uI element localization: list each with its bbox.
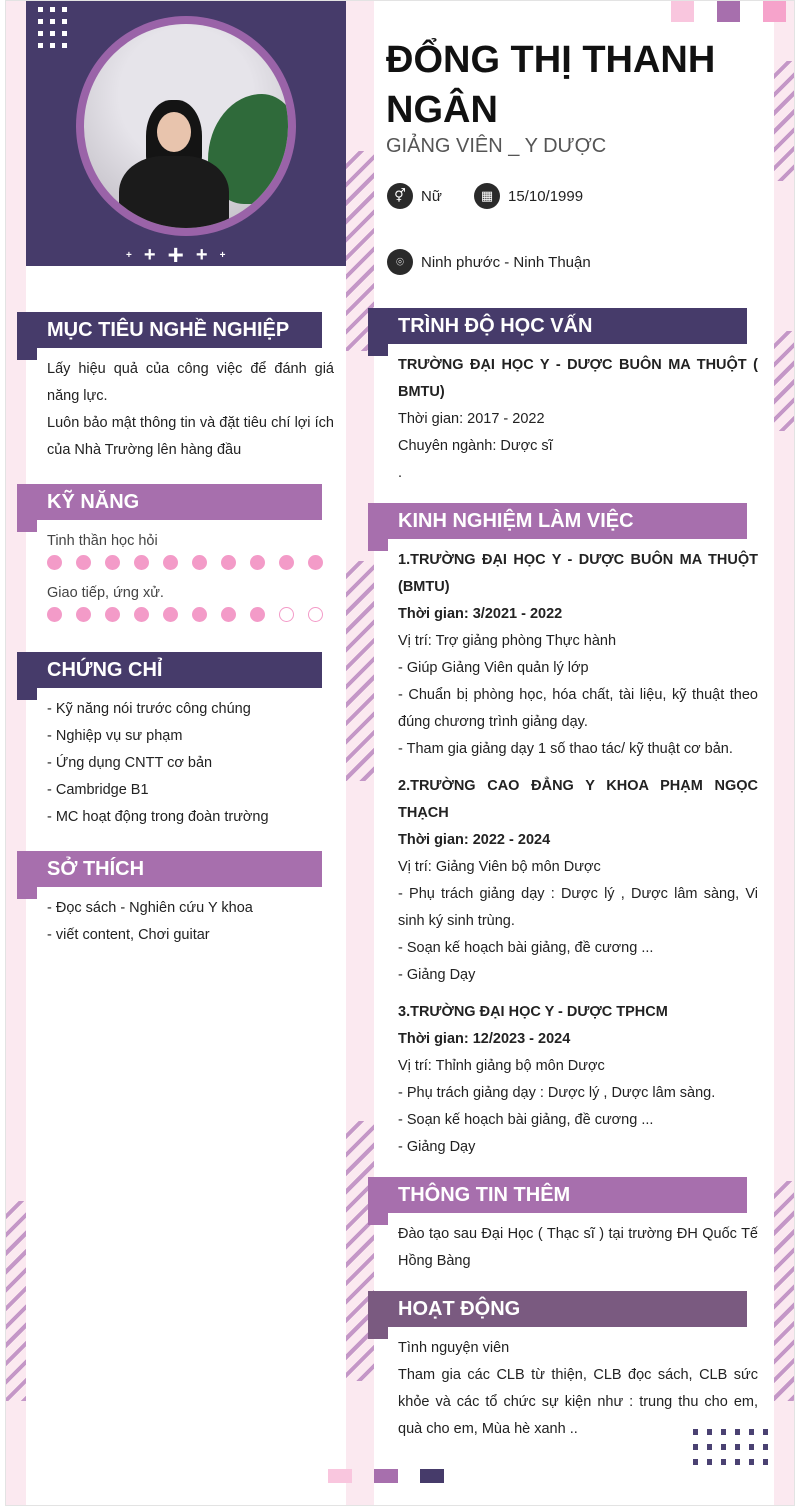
gender-icon: ⚥ — [387, 183, 413, 209]
school-name: TRƯỜNG ĐẠI HỌC Y - DƯỢC BUÔN MA THUỘT ( BMTU) — [398, 357, 758, 400]
avatar-frame — [76, 16, 296, 236]
gender-value: Nữ — [421, 187, 442, 205]
stripe-pattern — [774, 1181, 795, 1401]
skill-name: Tinh thần học hỏi — [47, 533, 158, 549]
photo-panel — [26, 1, 346, 270]
job-title: GIẢNG VIÊN _ Y DƯỢC — [386, 135, 607, 157]
decor-square — [717, 1, 740, 22]
gender-info — [387, 183, 442, 209]
resume-page — [5, 0, 795, 1506]
address-value: Ninh phước - Ninh Thuận — [421, 253, 591, 271]
skill-rating-2 — [47, 607, 323, 622]
list-item: - Đọc sách - Nghiên cứu Y khoa — [47, 900, 253, 916]
experience-heading: KINH NGHIỆM LÀM VIỆC — [368, 503, 747, 539]
stripe-pattern — [6, 1201, 26, 1401]
certificates-list — [47, 696, 334, 831]
additional-info-text: Đào tạo sau Đại Học ( Thạc sĩ ) tại trường ĐH Quốc Tế Hồng Bàng — [398, 1226, 758, 1269]
birthdate-info — [474, 183, 583, 209]
experience-job-2: 2.TRƯỜNG CAO ĐẲNG Y KHOA PHẠM NGỌC THẠCH Thời gian: 2022 - 2024 Vị trí: Giảng Viên bộ môn Dược - Phụ trách giảng dạy : Dược lý , Dược lâm sàng, Vi sinh ký sinh trùng. - Soạn kế hoạch bài giảng, đề cương ... - Giảng Dạy — [398, 778, 758, 983]
additional-info-heading: THÔNG TIN THÊM — [368, 1177, 747, 1213]
candidate-name: ĐỔNG THỊ THANH NGÂN — [386, 39, 716, 131]
career-goal-text: Lấy hiệu quả của công việc để đánh giá năng lực. Luôn bảo mật thông tin và đặt tiêu chí lợi ích của Nhà Trường lên hàng đầu — [47, 361, 334, 458]
certificates-heading: CHỨNG CHỈ — [17, 652, 322, 688]
avatar-photo — [84, 24, 288, 228]
stripe-pattern — [774, 331, 795, 431]
list-item: - Cambridge B1 — [47, 782, 149, 798]
stripe-pattern — [346, 1121, 374, 1381]
skill-name: Giao tiếp, ứng xử. — [47, 585, 164, 601]
address-info — [387, 249, 591, 275]
decor-square — [374, 1469, 398, 1483]
birthdate-value: 15/10/1999 — [508, 187, 584, 205]
skill-rating-1 — [47, 555, 323, 570]
skills-heading: KỸ NĂNG — [17, 484, 322, 520]
decor-square — [420, 1469, 444, 1483]
education-heading: TRÌNH ĐỘ HỌC VẤN — [368, 308, 747, 344]
decor-square — [671, 1, 694, 22]
activities-heading: HOẠT ĐỘNG — [368, 1291, 747, 1327]
hobbies-list — [47, 895, 334, 949]
list-item: - Ứng dụng CNTT cơ bản — [47, 755, 213, 771]
decor-square — [763, 1, 786, 22]
dots-decoration — [38, 7, 67, 48]
stripe-pattern — [346, 561, 374, 781]
location-pin-icon: ⌾ — [387, 249, 413, 275]
calendar-icon: ▦ — [474, 183, 500, 209]
experience-job-1: 1.TRƯỜNG ĐẠI HỌC Y - DƯỢC BUÔN MA THUỘT (BMTU) Thời gian: 3/2021 - 2022 Vị trí: Trợ giảng phòng Thực hành - Giúp Giảng Viên quản lý lớp - Chuẩn bị phòng học, hóa chất, tài liệu, kỹ thuật theo đúng chương trình giảng dạy. - Tham gia giảng dạy 1 số thao tác/ kỹ thuật cơ bản. — [398, 552, 758, 757]
dots-decoration — [693, 1429, 768, 1465]
sparkle-decoration: + + + + + — [126, 239, 226, 270]
experience-job-3: 3.TRƯỜNG ĐẠI HỌC Y - DƯỢC TPHCM Thời gian: 12/2023 - 2024 Vị trí: Thỉnh giảng bộ môn Dược - Phụ trách giảng dạy : Dược lý , Dược lâm sàng. - Soạn kế hoạch bài giảng, đề cương ... - Giảng Dạy — [398, 1004, 716, 1155]
hobbies-heading: SỞ THÍCH — [17, 851, 322, 887]
education-text: TRƯỜNG ĐẠI HỌC Y - DƯỢC BUÔN MA THUỘT ( BMTU) Thời gian: 2017 - 2022 Chuyên ngành: Dược sĩ . — [398, 352, 758, 487]
list-item: - Nghiệp vụ sư phạm — [47, 728, 183, 744]
list-item: - MC hoạt động trong đoàn trường — [47, 809, 269, 825]
career-goal-heading: MỤC TIÊU NGHỀ NGHIỆP — [17, 312, 322, 348]
list-item: - Kỹ năng nói trước công chúng — [47, 701, 251, 717]
activities-text: Tình nguyện viên Tham gia các CLB từ thiện, CLB đọc sách, CLB sức khỏe và các tổ chức sự kiện như : trung thu cho em, quà cho em, Mùa hè xanh .. — [398, 1340, 758, 1437]
stripe-pattern — [774, 61, 795, 181]
decor-square — [328, 1469, 352, 1483]
list-item: - viết content, Chơi guitar — [47, 927, 210, 943]
